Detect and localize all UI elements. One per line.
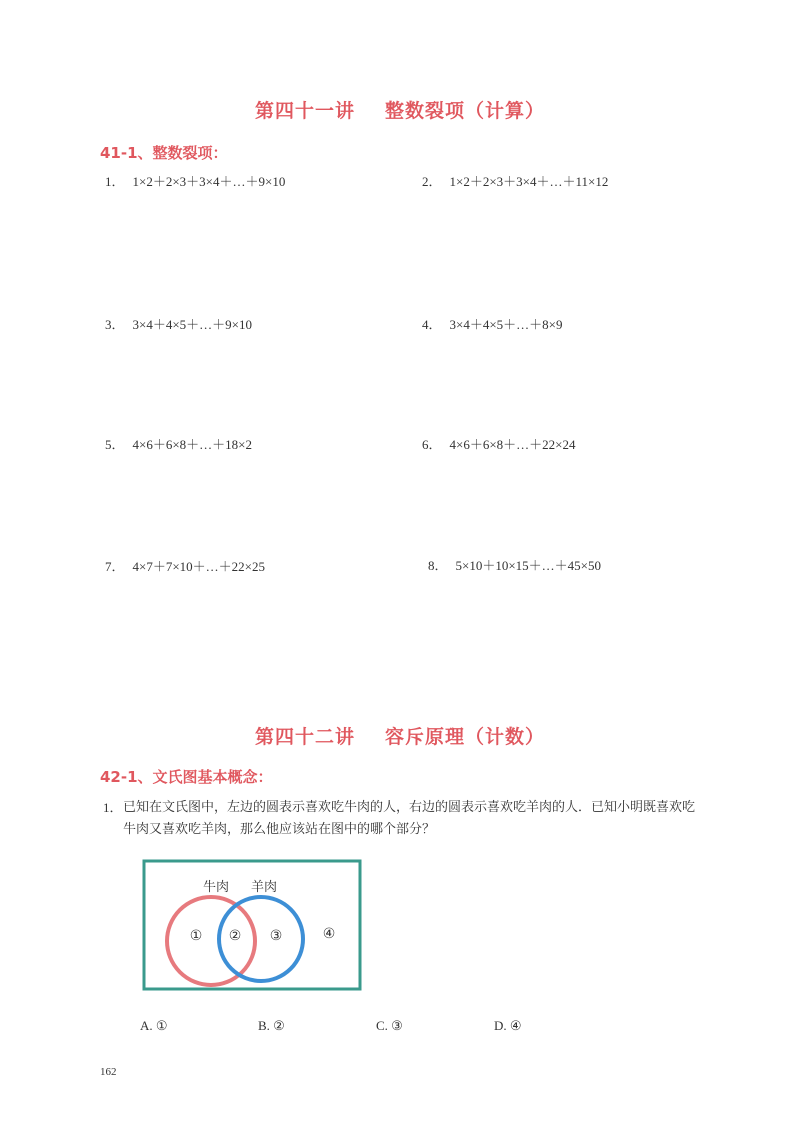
venn-region-2: ②: [228, 928, 242, 944]
problem-number: 1．: [105, 174, 125, 189]
venn-diagram: [140, 858, 365, 994]
problem-2: [422, 171, 608, 190]
section-41-1-heading: 41-1、整数裂项：: [100, 144, 228, 162]
venn-region-3: ③: [269, 928, 283, 944]
problem-number: 7．: [105, 559, 125, 574]
problem-number: 6．: [422, 437, 442, 452]
problem-6: [422, 434, 576, 453]
question-number: 1．: [103, 800, 123, 815]
problem-number: 5．: [105, 437, 125, 452]
problem-expression: 4×7＋7×10＋…＋22×25: [132, 559, 266, 574]
problem-7: [105, 556, 265, 575]
problem-expression: 3×4＋4×5＋…＋8×9: [449, 317, 563, 332]
lecture-42-number: 第四十二讲: [254, 726, 355, 748]
problem-5: [105, 434, 252, 453]
option-a[interactable]: A. ①: [140, 1018, 168, 1033]
lecture-42-topic: 容斥原理（计数）: [385, 726, 546, 748]
problem-expression: 4×6＋6×8＋…＋18×2: [132, 437, 253, 452]
lecture-42-title: [0, 722, 800, 749]
problem-expression: 4×6＋6×8＋…＋22×24: [449, 437, 576, 452]
section-42-1-heading: 42-1、文氏图基本概念：: [100, 768, 273, 786]
venn-left-circle: [167, 897, 255, 985]
option-b[interactable]: B. ②: [258, 1018, 285, 1033]
problem-expression: 5×10＋10×15＋…＋45×50: [455, 558, 602, 573]
option-c[interactable]: C. ③: [376, 1018, 403, 1033]
option-d[interactable]: D. ④: [494, 1018, 522, 1033]
lecture-41-number: 第四十一讲: [254, 100, 355, 122]
problem-number: 2．: [422, 174, 442, 189]
lecture-41-topic: 整数裂项（计算）: [385, 100, 546, 122]
problem-1: [105, 171, 285, 190]
problem-number: 4．: [422, 317, 442, 332]
problem-expression: 3×4＋4×5＋…＋9×10: [132, 317, 253, 332]
problem-8: [428, 555, 601, 574]
problem-number: 8．: [428, 558, 448, 573]
question-text: 已知在文氏图中，左边的圆表示喜欢吃牛肉的人，右边的圆表示喜欢吃羊肉的人．已知小明既喜欢吃牛肉又喜欢吃羊肉，那么他应该站在图中的哪个部分？: [123, 800, 696, 837]
venn-left-label: 牛肉: [202, 880, 230, 895]
venn-region-1: ①: [189, 928, 203, 944]
venn-right-label: 羊肉: [250, 880, 278, 895]
problem-3: [105, 314, 252, 333]
question-1: [103, 797, 703, 841]
lecture-41-title: [0, 96, 800, 123]
problem-expression: 1×2＋2×3＋3×4＋…＋11×12: [449, 174, 609, 189]
venn-region-4: ④: [322, 926, 336, 942]
problem-4: [422, 314, 563, 333]
page-number: 162: [100, 1066, 117, 1078]
problem-expression: 1×2＋2×3＋3×4＋…＋9×10: [132, 174, 286, 189]
problem-number: 3．: [105, 317, 125, 332]
